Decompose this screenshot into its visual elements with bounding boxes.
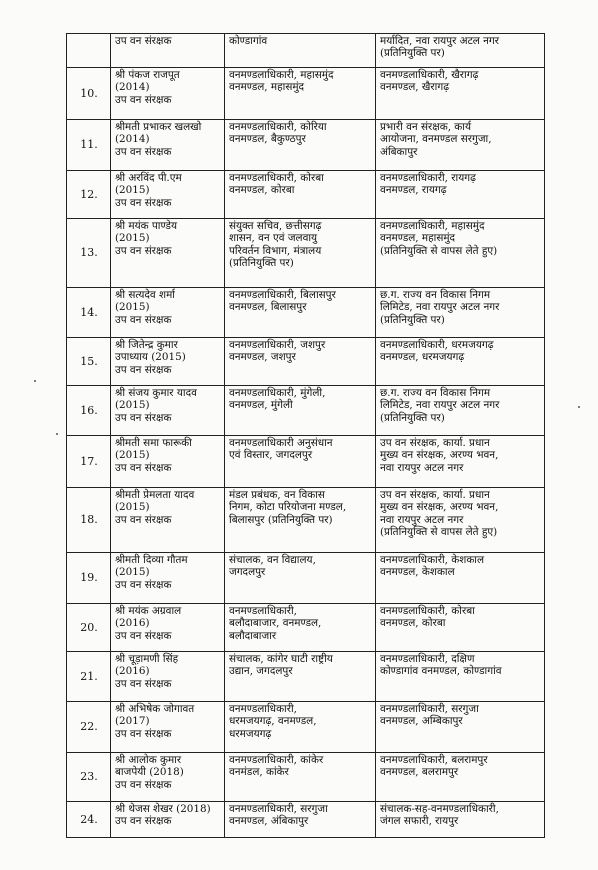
new-posting-cell [376, 753, 545, 802]
officer-name-cell-line: (2015) [115, 232, 150, 245]
transfer-table [66, 33, 545, 838]
officer-name-cell [111, 34, 225, 68]
current-posting-cell-line: वनमण्डलाधिकारी, कोरबा [229, 172, 324, 184]
current-posting-cell-line: वनमण्डल, मुंगेली [229, 399, 293, 412]
current-posting-cell [225, 652, 376, 702]
officer-name-cell-line: बाजपेयी (2018) [115, 766, 184, 779]
officer-name-cell [111, 802, 225, 838]
officer-name-cell-line: (2017) [115, 715, 150, 728]
new-posting-cell-line: उप वन संरक्षक, कार्या. प्रधान [380, 489, 490, 501]
current-posting-cell-line: वनमण्डलाधिकारी, [229, 703, 297, 715]
serial-number: 12. [67, 171, 111, 219]
current-posting-cell-line: बलौदाबाजार, वनमण्डल, [229, 617, 322, 630]
current-posting-cell-line: वनमण्डल, महासमुंद [229, 81, 305, 94]
new-posting-cell [376, 436, 545, 488]
officer-name-cell-line: उप वन संरक्षक [115, 815, 172, 828]
officer-name-cell [111, 604, 225, 652]
officer-name-cell [111, 702, 225, 753]
officer-name-cell-line: श्री संजय कुमार यादव [115, 387, 197, 399]
officer-name-cell-line: श्री पंकज राजपूत [115, 69, 180, 81]
new-posting-cell-line: अंबिकापुर [380, 145, 418, 158]
new-posting-cell-line: वनमण्डलाधिकारी, केशकाल [380, 554, 485, 566]
officer-name-cell-line: श्री सत्यदेव शर्मा [115, 289, 175, 301]
new-posting-cell-line: वनमण्डलाधिकारी, दक्षिण [380, 653, 475, 665]
officer-name-cell-line: उप वन संरक्षक [115, 35, 172, 47]
table-row [67, 753, 545, 802]
current-posting-cell-line: वनमंडल, कांकेर [229, 766, 289, 779]
new-posting-cell-line: वनमण्डलाधिकारी, कोरबा [380, 605, 475, 617]
current-posting-cell-line: संचालक, कांगेर घाटी राष्ट्रीय [229, 653, 333, 665]
current-posting-cell-line: बिलासपुर (प्रतिनियुक्ति पर) [229, 513, 333, 526]
table-row [67, 436, 545, 488]
officer-name-cell-line: श्री थेजस शेखर (2018) [115, 803, 211, 815]
new-posting-cell [376, 34, 545, 68]
officer-name-cell-line: उप वन संरक्षक [115, 778, 172, 791]
officer-name-cell-line: श्री चूड़ामणी सिंह [115, 653, 179, 665]
new-posting-cell-line: वनमण्डल, कोरबा [380, 617, 446, 630]
current-posting-cell-line: धरमजयगढ़, वनमण्डल, [229, 715, 317, 728]
transfer-table-body [67, 34, 545, 838]
new-posting-cell-line: मुख्य वन संरक्षक, अरण्य भवन, [380, 449, 499, 462]
new-posting-cell-line: (प्रतिनियुक्ति से वापस लेते हुए) [380, 526, 498, 539]
current-posting-cell [225, 553, 376, 604]
officer-name-cell-line: श्रीमती प्रभाकर खलखो [115, 121, 202, 133]
officer-name-cell [111, 753, 225, 802]
new-posting-cell-line: संचालक-सह-वनमण्डलाधिकारी, [380, 803, 499, 815]
current-posting-cell-line: वनमण्डल, कोरबा [229, 184, 295, 197]
current-posting-cell [225, 288, 376, 338]
new-posting-cell [376, 802, 545, 838]
current-posting-cell-line: वनमण्डलाधिकारी, महासमुंद [229, 69, 334, 81]
officer-name-cell-line: श्री मयंक पाण्डेय [115, 220, 177, 232]
new-posting-cell [376, 488, 545, 553]
current-posting-cell [225, 338, 376, 386]
new-posting-cell-line: (प्रतिनियुक्ति पर) [380, 47, 445, 60]
new-posting-cell-line: वनमण्डलाधिकारी, धरमजयगढ़ [380, 339, 494, 351]
current-posting-cell-line: शासन, वन एवं जलवायु [229, 232, 318, 245]
officer-name-cell-line: श्री अभिषेक जोगावत [115, 703, 195, 715]
table-row [67, 652, 545, 702]
new-posting-cell-line: जंगल सफारी, रायपुर [380, 815, 459, 828]
officer-name-cell-line: (2014) [115, 133, 150, 146]
current-posting-cell [225, 68, 376, 120]
new-posting-cell-line: वनमण्डल, अम्बिकापुर [380, 715, 463, 728]
new-posting-cell-line: वनमण्डलाधिकारी, सरगुजा [380, 703, 479, 715]
new-posting-cell-line: (प्रतिनियुक्ति से वापस लेते हुए) [380, 244, 498, 257]
current-posting-cell [225, 171, 376, 219]
officer-name-cell-line: (2016) [115, 665, 150, 678]
current-posting-cell-line: निगम, कोटा परियोजना मण्डल, [229, 501, 347, 514]
officer-name-cell-line: श्री जितेन्द्र कुमार [115, 339, 178, 351]
table-row [67, 171, 545, 219]
current-posting-cell [225, 34, 376, 68]
new-posting-cell-line: (प्रतिनियुक्ति पर) [380, 411, 445, 424]
officer-name-cell-line: (2015) [115, 184, 150, 197]
officer-name-cell-line: (2015) [115, 501, 150, 514]
new-posting-cell-line: नवा रायपुर अटल नगर [380, 461, 464, 474]
new-posting-cell-line: वनमण्डल, केशकाल [380, 566, 455, 579]
current-posting-cell-line: बलौदाबाजार [229, 629, 277, 642]
officer-name-cell-line: (2015) [115, 566, 150, 579]
new-posting-cell-line: नवा रायपुर अटल नगर [380, 513, 464, 526]
officer-name-cell-line: श्रीमती समा फारूकी [115, 437, 192, 449]
current-posting-cell-line: वनमण्डलाधिकारी अनुसंधान [229, 437, 333, 449]
current-posting-cell-line: वनमण्डल, बिलासपुर [229, 301, 307, 314]
serial-number [67, 34, 111, 68]
officer-name-cell [111, 68, 225, 120]
new-posting-cell [376, 553, 545, 604]
table-row [67, 338, 545, 386]
new-posting-cell [376, 171, 545, 219]
officer-name-cell [111, 219, 225, 288]
officer-name-cell-line: उप वन संरक्षक [115, 513, 172, 526]
officer-name-cell-line: उपाध्याय (2015) [115, 351, 186, 364]
table-row [67, 386, 545, 436]
new-posting-cell-line: छ.ग. राज्य वन विकास निगम [380, 289, 491, 301]
current-posting-cell [225, 436, 376, 488]
current-posting-cell [225, 120, 376, 171]
new-posting-cell [376, 288, 545, 338]
new-posting-cell-line: वनमण्डल, खैरागढ़ [380, 81, 450, 94]
serial-number: 18. [67, 488, 111, 553]
officer-name-cell [111, 386, 225, 436]
new-posting-cell-line: वनमण्डल, धरमजयगढ़ [380, 351, 465, 364]
table-row [67, 802, 545, 838]
current-posting-cell [225, 219, 376, 288]
table-row [67, 488, 545, 553]
new-posting-cell-line: मर्यादित, नवा रायपुर अटल नगर [380, 35, 500, 47]
current-posting-cell-line: संयुक्त सचिव, छत्तीसगढ़ [229, 220, 322, 232]
current-posting-cell [225, 604, 376, 652]
current-posting-cell-line: मंडल प्रबंधक, वन विकास [229, 489, 325, 501]
serial-number: 24. [67, 802, 111, 838]
serial-number: 17. [67, 436, 111, 488]
officer-name-cell [111, 338, 225, 386]
new-posting-cell [376, 338, 545, 386]
officer-name-cell-line: श्रीमती प्रेमलता यादव [115, 489, 195, 501]
scan-speck [34, 380, 36, 382]
officer-name-cell-line: उप वन संरक्षक [115, 629, 172, 642]
officer-name-cell-line: उप वन संरक्षक [115, 411, 172, 424]
serial-number: 15. [67, 338, 111, 386]
table-row [67, 604, 545, 652]
current-posting-cell-line: संचालक, वन विद्यालय, [229, 554, 316, 566]
officer-name-cell-line: उप वन संरक्षक [115, 461, 172, 474]
current-posting-cell-line: वनमण्डलाधिकारी, कांकेर [229, 754, 324, 766]
new-posting-cell [376, 219, 545, 288]
officer-name-cell-line: उप वन संरक्षक [115, 578, 172, 591]
new-posting-cell [376, 68, 545, 120]
officer-name-cell [111, 436, 225, 488]
new-posting-cell-line: कोण्डागांव वनमण्डल, कोण्डागांव [380, 665, 502, 678]
current-posting-cell-line: वनमण्डलाधिकारी, सरगुजा [229, 803, 328, 815]
officer-name-cell [111, 288, 225, 338]
new-posting-cell-line: वनमण्डलाधिकारी, खैरागढ़ [380, 69, 479, 81]
current-posting-cell-line: कोण्डागांव [229, 35, 268, 47]
officer-name-cell-line: उप वन संरक्षक [115, 727, 172, 740]
scan-speck [56, 433, 58, 435]
officer-name-cell-line: (2014) [115, 81, 150, 94]
current-posting-cell [225, 753, 376, 802]
officer-name-cell [111, 488, 225, 553]
new-posting-cell [376, 702, 545, 753]
new-posting-cell-line: वनमण्डल, रायगढ़ [380, 184, 447, 197]
officer-name-cell [111, 171, 225, 219]
scan-speck [578, 406, 580, 408]
new-posting-cell-line: उप वन संरक्षक, कार्या. प्रधान [380, 437, 490, 449]
officer-name-cell-line: उप वन संरक्षक [115, 93, 172, 106]
officer-name-cell-line: (2015) [115, 301, 150, 314]
new-posting-cell [376, 604, 545, 652]
officer-name-cell-line: उप वन संरक्षक [115, 145, 172, 158]
new-posting-cell-line: वनमण्डलाधिकारी, रायगढ़ [380, 172, 476, 184]
officer-name-cell [111, 652, 225, 702]
table-row [67, 34, 545, 68]
current-posting-cell-line: उद्यान, जगदलपुर [229, 665, 293, 678]
table-row [67, 288, 545, 338]
new-posting-cell-line: आयोजना, वनमण्डल सरगुजा, [380, 133, 492, 146]
current-posting-cell-line: (प्रतिनियुक्ति पर) [229, 257, 294, 270]
current-posting-cell-line: वनमण्डलाधिकारी, कोरिया [229, 121, 327, 133]
officer-name-cell-line: उप वन संरक्षक [115, 244, 172, 257]
new-posting-cell-line: (प्रतिनियुक्ति पर) [380, 313, 445, 326]
officer-name-cell-line: श्री आलोक कुमार [115, 754, 182, 766]
current-posting-cell-line: जगदलपुर [229, 566, 266, 579]
serial-number: 14. [67, 288, 111, 338]
new-posting-cell-line: वनमण्डल, महासमुंद [380, 232, 456, 245]
current-posting-cell-line: वनमण्डल, जशपुर [229, 351, 296, 364]
officer-name-cell-line: श्री अरविंद पी.एम [115, 172, 182, 184]
new-posting-cell [376, 386, 545, 436]
current-posting-cell [225, 386, 376, 436]
current-posting-cell [225, 702, 376, 753]
serial-number: 10. [67, 68, 111, 120]
table-row [67, 68, 545, 120]
serial-number: 21. [67, 652, 111, 702]
officer-name-cell-line: उप वन संरक्षक [115, 196, 172, 209]
table-row [67, 553, 545, 604]
serial-number: 23. [67, 753, 111, 802]
current-posting-cell-line: वनमण्डल, बैकुण्ठपुर [229, 133, 306, 146]
current-posting-cell-line: एवं विस्तार, जगदलपुर [229, 449, 313, 462]
officer-name-cell-line: (2016) [115, 617, 150, 630]
officer-name-cell [111, 553, 225, 604]
officer-name-cell-line: उप वन संरक्षक [115, 313, 172, 326]
officer-name-cell-line: श्रीमती दिव्या गौतम [115, 554, 188, 566]
officer-name-cell-line: उप वन संरक्षक [115, 677, 172, 690]
current-posting-cell [225, 802, 376, 838]
new-posting-cell-line: प्रभारी वन संरक्षक, कार्य [380, 121, 472, 133]
new-posting-cell-line: मुख्य वन संरक्षक, अरण्य भवन, [380, 501, 499, 514]
new-posting-cell-line: छ.ग. राज्य वन विकास निगम [380, 387, 491, 399]
serial-number: 16. [67, 386, 111, 436]
current-posting-cell-line: वनमण्डलाधिकारी, जशपुर [229, 339, 326, 351]
current-posting-cell-line: वनमण्डलाधिकारी, [229, 605, 297, 617]
table-row [67, 120, 545, 171]
new-posting-cell-line: लिमिटेड, नवा रायपुर अटल नगर [380, 399, 500, 412]
table-row [67, 219, 545, 288]
officer-name-cell-line: उप वन संरक्षक [115, 363, 172, 376]
current-posting-cell-line: धरमजयगढ़ [229, 727, 272, 740]
new-posting-cell [376, 120, 545, 171]
officer-name-cell [111, 120, 225, 171]
current-posting-cell-line: वनमण्डल, अंबिकापुर [229, 815, 309, 828]
new-posting-cell-line: वनमण्डलाधिकारी, बलरामपुर [380, 754, 488, 766]
serial-number: 19. [67, 553, 111, 604]
serial-number: 20. [67, 604, 111, 652]
table-row [67, 702, 545, 753]
officer-name-cell-line: श्री मयंक अग्रवाल [115, 605, 182, 617]
current-posting-cell-line: परिवर्तन विभाग, मंत्रालय [229, 244, 322, 257]
serial-number: 22. [67, 702, 111, 753]
serial-number: 11. [67, 120, 111, 171]
serial-number: 13. [67, 219, 111, 288]
officer-name-cell-line: (2015) [115, 449, 150, 462]
new-posting-cell [376, 652, 545, 702]
officer-name-cell-line: (2015) [115, 399, 150, 412]
new-posting-cell-line: लिमिटेड, नवा रायपुर अटल नगर [380, 301, 500, 314]
current-posting-cell-line: वनमण्डलाधिकारी, बिलासपुर [229, 289, 336, 301]
current-posting-cell-line: वनमण्डलाधिकारी, मुंगेली, [229, 387, 326, 399]
new-posting-cell-line: वनमण्डल, बलरामपुर [380, 766, 459, 779]
current-posting-cell [225, 488, 376, 553]
new-posting-cell-line: वनमण्डलाधिकारी, महासमुंद [380, 220, 485, 232]
